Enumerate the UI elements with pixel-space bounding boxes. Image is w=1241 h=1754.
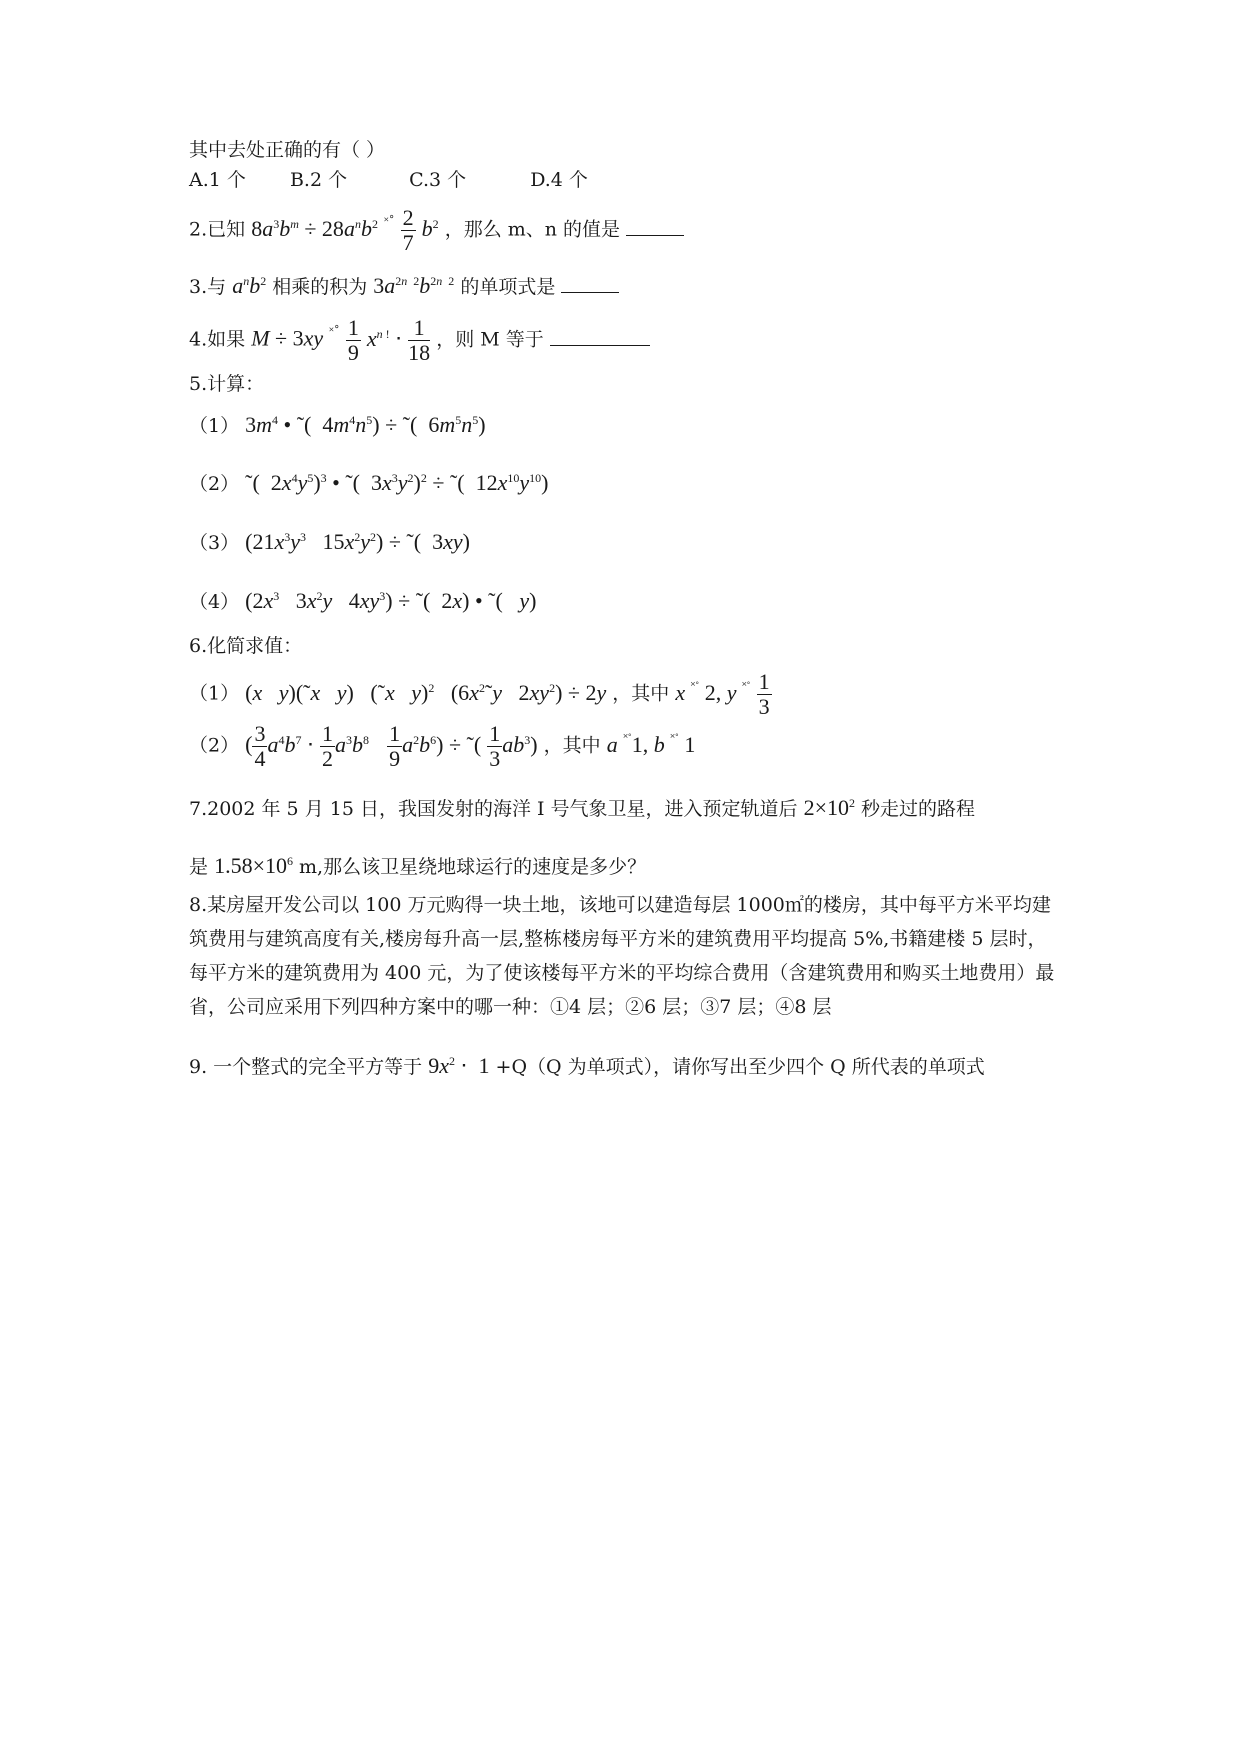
q2-fraction: $\frac{2}{7}$ (402, 205, 414, 256)
q8-text: 8.某房屋开发公司以 100 万元购得一块土地，该地可以建造每层 1000㎡的楼房，其中每平方米平均建筑费用与建筑高度有关,楼房每升高一层,整栋楼房每平方米的建筑费用平均提高 5%,书籍建楼 5 层时，每平方米的建筑费用为 400 元，为了使该楼每平方米的平均综合费用（含建筑费用和购买土地费用）最省，公司应采用下列四种方案中的哪一种：①4 层；②6 层；③7 层；④8 层 (189, 894, 1055, 1018)
question-9 (189, 1052, 985, 1081)
q6-label-2: （2） (189, 734, 240, 757)
q6-values-2: a ˟˚1, b ˟˚ 1 (606, 730, 696, 757)
q9-prefix: 9. 一个整式的完全平方等于 (189, 1056, 423, 1078)
q5-expression-1: $3m^4$ • ˜( $4m^4n^5$) ÷ ˜( $6m^5n^5$) (245, 412, 486, 437)
q4-expression: M ÷ 3xy (251, 325, 324, 351)
q6-where-2: ，其中 (543, 734, 601, 757)
question-7-line-1 (189, 794, 975, 823)
q7-line1-suffix: 秒走过的路程 (861, 798, 976, 820)
q9-suffix: +Q（Q 为单项式），请你写出至少四个 Q 所代表的单项式 (495, 1056, 985, 1078)
q2-expression: $8a^3b^m \div 28a^nb^2$ (251, 215, 378, 241)
q6-term-1: $a^4b^7$ ⋅ (267, 731, 314, 757)
question-7-line-2 (189, 852, 646, 881)
q3-monomial: $a^nb^2$ (232, 273, 267, 298)
q6-fraction-a: $\frac{3}{4}$ (254, 721, 266, 772)
q4-answer-blank (550, 344, 650, 346)
q6-open-paren: ( (245, 731, 253, 757)
q3-suffix: 的单项式是 (460, 276, 556, 298)
q5-expression-4: ($2x^3$ $3x^2y$ $4xy^3$) ÷ ˜( 2x) • ˜( y) (245, 588, 537, 613)
q5-item-2 (189, 469, 548, 498)
q6-values-1: x ˟˚ 2, y ˟˚ (675, 678, 751, 705)
q2-answer-blank (626, 234, 684, 236)
q6-fraction-b: $\frac{1}{2}$ (322, 721, 334, 772)
q5-item-4 (189, 587, 536, 616)
q6-item-2 (189, 722, 695, 771)
q5-expression-2: ˜( $2x^4y^5)^3$ • ˜( $3x^3y^2)^2$ ÷ ˜( $12x^{10}y^{10}$) (245, 470, 549, 495)
q3-answer-blank (561, 291, 619, 293)
q4-fraction-1: $\frac{1}{9}$ (347, 315, 359, 366)
q9-expression: $9x^2 \cdot 1$ (428, 1053, 490, 1078)
q6-term-4: $ab^3$) (502, 731, 538, 757)
option-c: C.3 个 (409, 169, 467, 191)
q3-product: $3a^{2n 2}b^{2n 2}$ (373, 273, 455, 298)
q6-expression-1: (x y)(˜x y) (˜x y)$^2$ ($6x^2˜y$ $2xy^2) \div 2y$ (245, 679, 607, 705)
q7-time: $2\times 10^2$ (803, 795, 855, 820)
q5-label-4: （4） (189, 591, 240, 613)
q6-term-2: $a^3b^8$ (335, 731, 370, 757)
option-a: A.1 个 (189, 169, 246, 191)
q5-label-2: （2） (189, 473, 240, 495)
q6-where-1: ，其中 (612, 682, 670, 705)
q5-item-1 (189, 411, 486, 440)
q4-glyph: ˟˚ (329, 324, 340, 339)
intro-line (189, 138, 385, 163)
q6-term-3: $a^2b^6$) ÷ ˜( (402, 731, 482, 757)
q6-item-1 (189, 670, 772, 719)
q3-mid: 相乘的积为 (272, 276, 368, 298)
q5-title: 5.计算： (189, 373, 265, 395)
question-3 (189, 272, 619, 301)
q5-expression-3: ($21x^3y^3$ $15x^2y^2$) ÷ ˜( 3xy) (245, 529, 470, 554)
question-5-title (189, 372, 264, 397)
q4-x-power: $x^{n !}$ ⋅ (366, 325, 403, 351)
q6-fraction-y: $\frac{1}{3}$ (758, 669, 770, 720)
q6-label-1: （1） (189, 682, 240, 705)
option-b: B.2 个 (289, 169, 348, 191)
q5-label-3: （3） (189, 532, 240, 554)
q4-suffix: ，则 M 等于 (436, 328, 544, 351)
q7-distance: $1.58\times 10^6$ (214, 853, 293, 878)
q6-fraction-d: $\frac{1}{3}$ (489, 721, 501, 772)
question-8 (189, 888, 1059, 1024)
q2-b-squared: $b^2$ (421, 215, 439, 241)
question-4 (189, 316, 650, 365)
q6-fraction-c: $\frac{1}{9}$ (389, 721, 401, 772)
q4-fraction-2: $\frac{1}{18}$ (408, 315, 431, 366)
q2-glyph: ˟˚ (383, 214, 395, 229)
q4-prefix: 4.如果 (189, 328, 246, 351)
q7-line2-prefix: 是 (189, 856, 209, 878)
q2-prefix: 2.已知 (189, 218, 246, 241)
q7-line1-prefix: 7.2002 年 5 月 15 日，我国发射的海洋 I 号气象卫星，进入预定轨道后 (189, 798, 798, 820)
question-6-title (189, 634, 302, 659)
q2-suffix: ，那么 m、n 的值是 (444, 218, 621, 241)
question-2 (189, 206, 684, 255)
intro-text: 其中去处正确的有（ ） (189, 139, 386, 161)
q6-title: 6.化简求值： (189, 635, 303, 657)
option-d: D.4 个 (530, 169, 588, 191)
options-row (189, 168, 626, 193)
q3-prefix: 3.与 (189, 276, 227, 298)
q5-label-1: （1） (189, 415, 240, 437)
q7-line2-suffix: m,那么该卫星绕地球运行的速度是多少？ (299, 856, 647, 878)
q5-item-3 (189, 528, 470, 557)
